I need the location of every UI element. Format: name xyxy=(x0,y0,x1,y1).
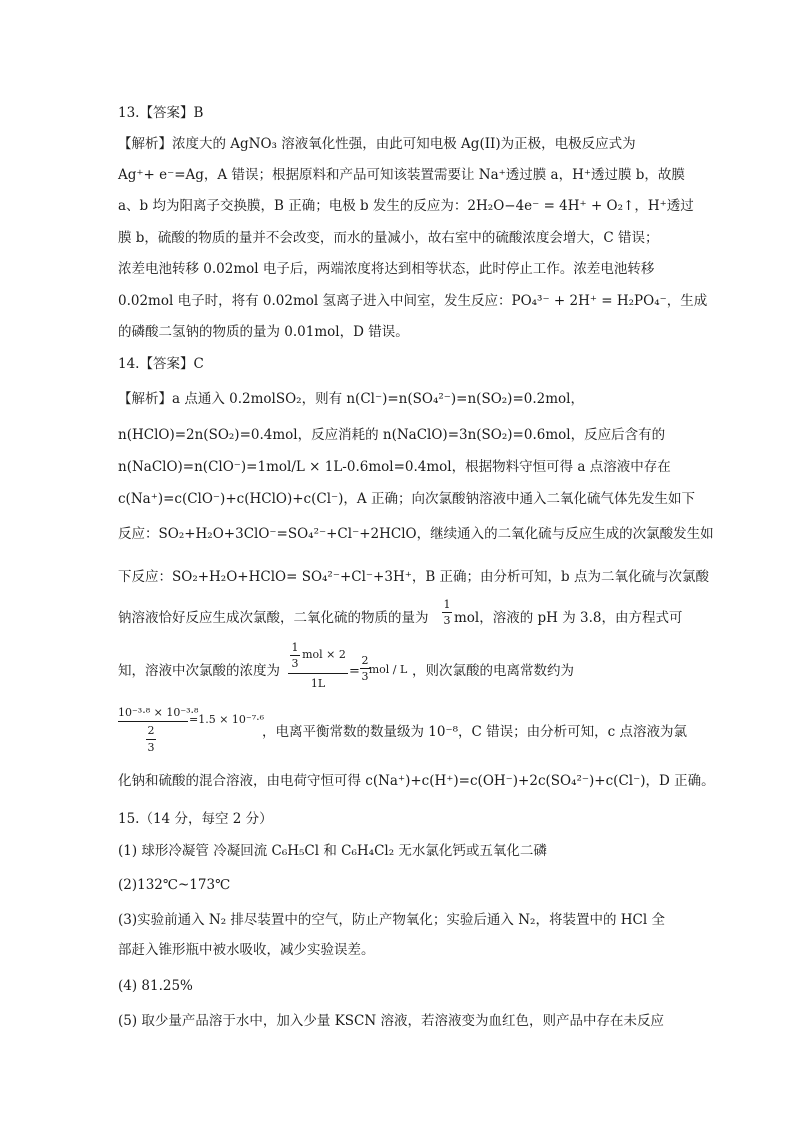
fraction-numerator: 1 xyxy=(443,598,451,611)
q15-answer-line: (1) 球形冷凝管 冷凝回流 C₆H₅Cl 和 C₆H₄Cl₂ 无水氯化钙或五氧化二磷 xyxy=(118,843,547,859)
q14-explanation-line: c(Na⁺)=c(ClO⁻)+c(HClO)+c(Cl⁻)，A 正确；向次氯酸钠溶液中通入二氧化硫气体先发生如下 xyxy=(118,491,695,507)
fraction-denominator: 3 xyxy=(147,741,155,754)
q13-explanation-line: 【解析】浓度大的 AgNO₃ 溶液氧化性强，由此可知电极 Ag(II)为正极，电极反应式为 xyxy=(118,136,636,152)
fraction-denominator: 3 xyxy=(361,670,369,683)
fraction-bar xyxy=(288,673,348,674)
q15-heading: 15.（14 分，每空 2 分） xyxy=(118,811,273,827)
q14-explanation-line: 反应：SO₂+H₂O+3ClO⁻=SO₄²⁻+Cl⁻+2HClO，继续通入的二氧化硫与反应生成的次氯酸发生如 xyxy=(118,526,714,542)
q13-explanation-line: a、b 均为阳离子交换膜，B 正确；电极 b 发生的反应为：2H₂O−4e⁻ = 4H⁺ + O₂↑，H⁺透过 xyxy=(118,198,694,214)
q14-explanation-line: ，电离平衡常数的数量级为 10⁻⁸，C 错误；由分析可知，c 点溶液为氯 xyxy=(262,724,687,740)
q14-explanation-line: 钠溶液恰好反应生成次氯酸，二氧化硫的物质的量为 xyxy=(118,610,429,626)
q13-explanation-line: 浓差电池转移 0.02mol 电子后，两端浓度将达到相等状态，此时停止工作。浓差电池转移 xyxy=(118,261,655,277)
q15-answer-line: (5) 取少量产品溶于水中，加入少量 KSCN 溶液，若溶液变为血红色，则产品中存在未反应 xyxy=(118,1013,664,1029)
q14-explanation-line: n(HClO)=2n(SO₂)=0.4mol，反应消耗的 n(NaClO)=3n(SO₂)=0.6mol，反应后含有的 xyxy=(118,427,666,443)
q13-explanation-line: Ag⁺+ e⁻=Ag，A 错误；根据原料和产品可知该装置需要让 Na⁺透过膜 a，H⁺透过膜 b，故膜 xyxy=(118,167,685,183)
fraction-denominator: 3 xyxy=(443,614,451,627)
q13-explanation-line: 膜 b，硫酸的物质的量并不会改变，而水的量减小，故右室中的硫酸浓度会增大，C 错误； xyxy=(118,230,659,246)
q14-explanation-line: n(NaClO)=n(ClO⁻)=1mol/L × 1L-0.6mol=0.4mol，根据物料守恒可得 a 点溶液中存在 xyxy=(118,459,671,475)
q14-explanation-line: 知，溶液中次氯酸的浓度为 xyxy=(118,663,280,679)
q14-answer-heading: 14.【答案】C xyxy=(118,356,204,372)
fraction-denominator: 3 xyxy=(291,657,299,670)
fraction-bar xyxy=(118,721,188,722)
equals-sign: = xyxy=(349,664,360,679)
q15-answer-line: (4) 81.25% xyxy=(118,978,193,994)
fraction-denominator: 2 xyxy=(147,724,155,737)
fraction-bar xyxy=(442,612,452,613)
fraction-numerator: 10⁻³·⁸ × 10⁻³·⁸ xyxy=(118,706,199,719)
unit-label: mol / L xyxy=(368,663,408,676)
equation-result: =1.5 × 10⁻⁷·⁶ xyxy=(189,713,265,726)
fraction-bar xyxy=(290,655,300,656)
fraction-bar xyxy=(146,739,156,740)
q14-explanation-line: ，则次氯酸的电离常数约为 xyxy=(412,663,574,679)
fraction-numerator: 1 xyxy=(291,641,299,654)
q15-answer-line: (2)132℃~173℃ xyxy=(118,877,231,893)
q15-answer-line: 部赶入锥形瓶中被水吸收，减少实验误差。 xyxy=(118,942,375,958)
fraction-numerator: mol × 2 xyxy=(302,648,346,661)
q14-explanation-line: 【解析】a 点通入 0.2molSO₂，则有 n(Cl⁻)=n(SO₄²⁻)=n(SO₂)=0.2mol， xyxy=(118,391,584,407)
q13-answer-heading: 13.【答案】B xyxy=(118,105,204,121)
q14-explanation-line: 下反应：SO₂+H₂O+HClO= SO₄²⁻+Cl⁻+3H⁺，B 正确；由分析可知，b 点为二氧化硫与次氯酸 xyxy=(118,569,709,585)
q13-explanation-line: 的磷酸二氢钠的物质的量为 0.01mol，D 错误。 xyxy=(118,324,409,340)
fraction-denominator: 1L xyxy=(310,677,326,690)
q14-explanation-line: 化钠和硫酸的混合溶液，由电荷守恒可得 c(Na⁺)+c(H⁺)=c(OH⁻)+2c(SO₄²⁻)+c(Cl⁻)，D 正确。 xyxy=(118,773,715,789)
q13-explanation-line: 0.02mol 电子时，将有 0.02mol 氢离子进入中间室，发生反应：PO₄³⁻ + 2H⁺ = H₂PO₄⁻，生成 xyxy=(118,293,708,309)
fraction-numerator: 2 xyxy=(361,654,369,667)
q15-answer-line: (3)实验前通入 N₂ 排尽装置中的空气，防止产物氧化；实验后通入 N₂，将装置中的 HCl 全 xyxy=(118,912,665,928)
q14-explanation-line: mol，溶液的 pH 为 3.8，由方程式可 xyxy=(454,610,683,626)
